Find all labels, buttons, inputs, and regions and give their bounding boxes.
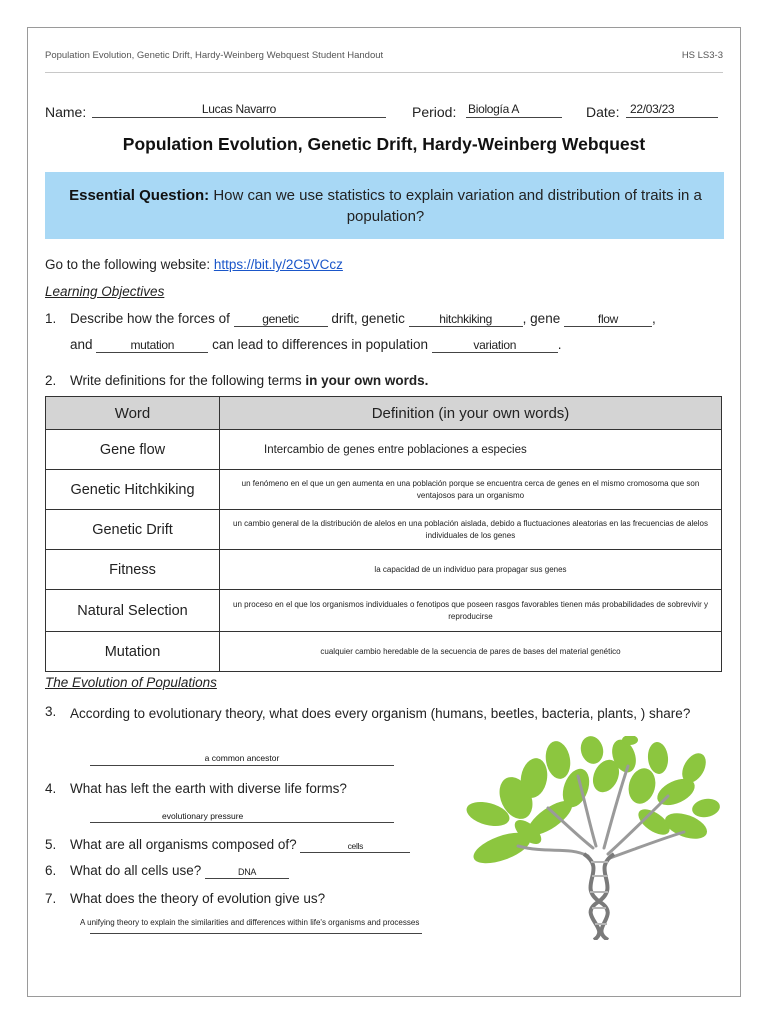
question-5-answer[interactable]: cells [300,840,410,853]
name-field[interactable] [92,102,386,118]
question-6-number: 6. [45,863,57,878]
period-label: Period: [412,104,457,120]
name-label: Name: [45,104,87,120]
definition-cell[interactable]: un cambio general de la distribución de alelos en una población aislada, debido a fluctuaciones aleatorias en las frecuencias de alelos individuales de los genes [220,510,722,550]
date-field[interactable] [626,102,718,118]
q6-text: What do all cells use? [70,863,202,878]
question-3-answer[interactable]: a common ancestor [90,753,394,766]
handout-page [27,27,741,997]
definition-cell[interactable]: cualquier cambio heredable de la secuencia de pares de bases del material genético [220,632,722,672]
definition-cell[interactable]: la capacidad de un individuo para propagar sus genes [220,550,722,590]
table-row [46,470,722,510]
q1-answer-variation[interactable]: variation [432,338,558,353]
term-cell: Mutation [46,632,220,672]
date-label: Date: [586,104,620,120]
q1-answer-genetic[interactable]: genetic [234,312,328,327]
q1-text-d: , [651,311,656,326]
name-value: Lucas Navarro [201,102,277,116]
definitions-table [45,396,722,672]
learning-objectives-heading: Learning Objectives [45,284,165,299]
question-7-answer[interactable]: A unifying theory to explain the similarities and differences within life's organisms and processes [80,918,420,927]
question-5-number: 5. [45,837,57,852]
table-row [46,550,722,590]
definition-cell[interactable]: Intercambio de genes entre poblaciones a especies [220,430,722,470]
term-cell: Fitness [46,550,220,590]
term-cell: Genetic Drift [46,510,220,550]
essential-question [57,185,714,227]
table-header-word: Word [46,397,220,430]
q5-text: What are all organisms composed of? [70,837,297,852]
definition-cell[interactable]: un proceso en el que los organismos individuales o fenotipos que poseen rasgos favorables tienen más probabilidades de sobrevivir y reproducirse [220,590,722,632]
term-cell: Natural Selection [46,590,220,632]
q1-text-a: Describe how the forces of [70,311,230,326]
question-4-number: 4. [45,781,57,796]
period-value: Biología A [468,102,520,116]
header-title: Population Evolution, Genetic Drift, Hardy-Weinberg Webquest Student Handout [45,50,384,61]
question-2-number: 2. [45,373,57,388]
website-prefix: Go to the following website: [45,257,211,272]
question-1-line-2 [70,337,562,353]
table-row [46,590,722,632]
header-divider [45,72,723,73]
q1-text-e: and [70,337,93,352]
date-value: 22/03/23 [630,102,675,116]
question-7-text: What does the theory of evolution give us? [70,891,326,906]
question-3-text: According to evolutionary theory, what does every organism (humans, beetles, bacteria, plants, ) share? [70,706,691,721]
page-title: Population Evolution, Genetic Drift, Hardy-Weinberg Webquest [122,134,646,154]
question-6-answer[interactable]: DNA [205,866,289,879]
q2-bold: in your own words. [305,373,429,388]
question-3-number: 3. [45,704,57,719]
q1-text-b: drift, genetic [331,311,405,326]
term-cell: Genetic Hitchkiking [46,470,220,510]
table-header-definition: Definition (in your own words) [220,397,722,430]
table-row [46,632,722,672]
question-1-number: 1. [45,311,57,326]
question-6-text [70,863,289,879]
q1-answer-flow[interactable]: flow [564,312,652,327]
website-line [45,257,343,272]
question-4-answer[interactable]: evolutionary pressure [90,811,394,823]
q1-text-g: . [557,337,562,352]
essential-question-label: Essential Question: [69,187,210,204]
question-2-text [70,373,428,388]
q1-text-c: , gene [522,311,561,326]
essential-question-box [45,172,724,239]
header-standard: HS LS3-3 [681,50,723,61]
table-row [46,510,722,550]
question-1-line-1 [70,311,656,327]
question-7-answer-line [90,933,422,934]
q1-answer-hitchkiking[interactable]: hitchkiking [409,312,523,327]
question-4-text: What has left the earth with diverse life forms? [70,781,347,796]
evolution-heading: The Evolution of Populations [45,675,217,690]
dna-tree-illustration [458,736,724,940]
q1-text-f: can lead to differences in population [212,337,428,352]
period-field[interactable] [466,102,562,118]
table-row [46,430,722,470]
term-cell: Gene flow [46,430,220,470]
q2-text: Write definitions for the following terms [70,373,302,388]
website-link[interactable]: https://bit.ly/2C5VCcz [213,257,343,272]
q1-answer-mutation[interactable]: mutation [96,338,208,353]
definition-cell[interactable]: un fenómeno en el que un gen aumenta en una población porque se encuentra cerca de genes en el mismo cromosoma que son ventajosos para un organismo [220,470,722,510]
essential-question-text: How can we use statistics to explain variation and distribution of traits in a population? [213,187,702,225]
question-5-text [70,837,410,853]
table-header-row [46,397,722,430]
question-7-number: 7. [45,891,57,906]
